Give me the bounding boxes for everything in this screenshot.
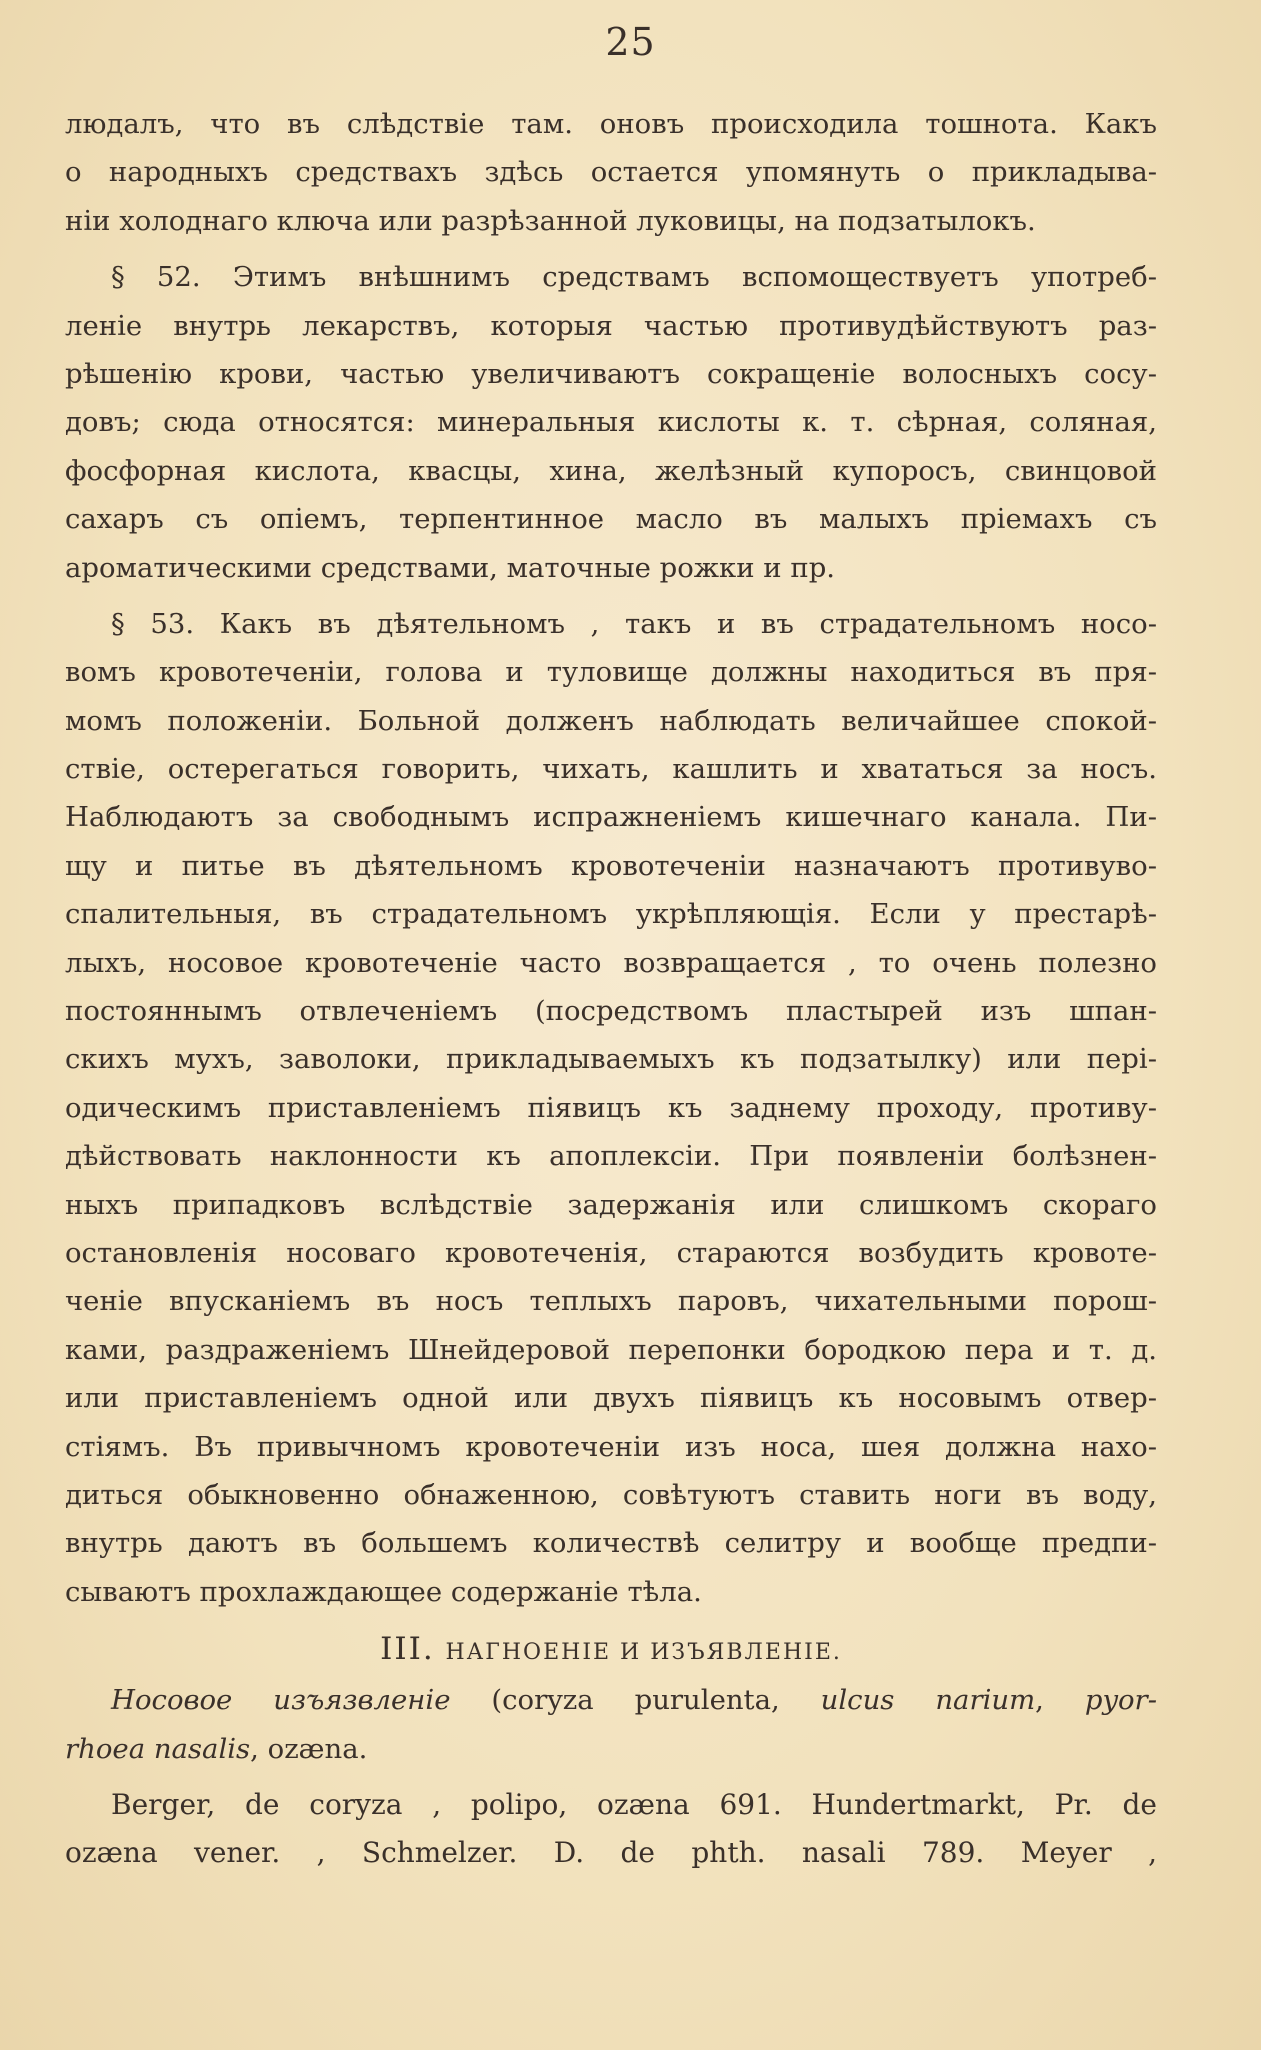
text-line: постояннымъ отвлеченіемъ (посредствомъ пластырей изъ шпан- xyxy=(65,995,1157,1028)
text-line: лыхъ, носовое кровотеченіе часто возвращается , то очень полезно xyxy=(65,946,1157,979)
text-line: стіямъ. Въ привычномъ кровотеченіи изъ носа, шея должна нахо- xyxy=(65,1430,1157,1463)
text-line: § 53. Какъ въ дѣятельномъ , такъ и въ страдательномъ носо- xyxy=(111,607,1157,640)
section-numeral: III. xyxy=(380,1631,435,1668)
definition-italic-c: pyor- xyxy=(1084,1684,1157,1717)
text-line: одическимъ приставленіемъ піявицъ къ заднему проходу, противу- xyxy=(65,1091,1157,1124)
text-line: или приставленіемъ одной или двухъ піявицъ къ носовымъ отвер- xyxy=(65,1382,1157,1415)
text-line: фосфорная кислота, квасцы, хина, желѣзный купоросъ, свинцовой xyxy=(65,454,1157,487)
text-line: щу и питье въ дѣятельномъ кровотеченіи назначаютъ противуво- xyxy=(65,849,1157,882)
paragraph-lines xyxy=(65,100,1157,1616)
text-line: ароматическими средствами, маточные рожки и пр. xyxy=(65,551,836,584)
text-line: момъ положеніи. Больной долженъ наблюдать величайшее спокой- xyxy=(65,704,1157,737)
text-line: спалительныя, въ страдательномъ укрѣпляющія. Если у престарѣ- xyxy=(65,898,1157,931)
definition-term: Носовое изъязвленіе xyxy=(111,1684,451,1717)
definition-italic-b: ulcus narium xyxy=(820,1684,1036,1717)
definition-latin-b: , xyxy=(1035,1684,1085,1717)
section-heading xyxy=(65,1622,1157,1676)
text-line: людалъ, что въ слѣдствіе там. оновъ происходила тошнота. Какъ xyxy=(65,108,1157,140)
definition-latin-a: (coryza purulenta, xyxy=(450,1684,821,1717)
paragraph-gap xyxy=(65,245,1157,253)
text-line: довъ; сюда относятся: минеральныя кислоты к. т. сѣрная, соляная, xyxy=(65,406,1157,439)
text-line: остановленія носоваго кровотеченія, стараются возбудить кровоте- xyxy=(65,1236,1157,1269)
text-line: дѣйствовать наклонности къ апоплексіи. При появленіи болѣзнен- xyxy=(65,1140,1157,1173)
text-line: Наблюдаютъ за свободнымъ испражненіемъ кишечнаго канала. Пи- xyxy=(65,801,1157,834)
text-line: сываютъ прохлаждающее содержаніе тѣла. xyxy=(65,1575,702,1608)
text-line: ныхъ припадковъ вслѣдствіе задержанія или слишкомъ скораго xyxy=(65,1188,1157,1221)
text-line: о народныхъ средствахъ здѣсь остается упомянуть о прикладыва- xyxy=(65,156,1157,189)
text-line: ніи холоднаго ключа или разрѣзанной луковицы, на подзатылокъ. xyxy=(65,204,1036,237)
definition-line-1 xyxy=(65,1676,1157,1724)
bibliography-line-2: ozæna vener. , Schmelzer. D. de phth. nasali 789. Meyer , xyxy=(65,1836,1157,1870)
text-line: ченіе впусканіемъ въ носъ теплыхъ паровъ, чихательными порош- xyxy=(65,1285,1157,1318)
text-line: ками, раздраженіемъ Шнейдеровой перепонки бородкою пера и т. д. xyxy=(65,1333,1157,1366)
body-text xyxy=(65,100,1157,1878)
text-line: § 52. Этимъ внѣшнимъ средствамъ вспомоществуетъ употреб- xyxy=(111,261,1157,294)
text-line: леніе внутрь лекарствъ, которыя частью противудѣйствуютъ раз- xyxy=(65,309,1157,342)
definition-line-2 xyxy=(65,1725,1157,1773)
bibliography-line-1: Berger, de coryza , polipo, ozæna 691. Hundertmarkt, Pr. de xyxy=(111,1787,1157,1821)
section-title: НАГНОЕНІЕ И ИЗЪЯВЛЕНІЕ. xyxy=(445,1640,842,1666)
text-line: рѣшенію крови, частью увеличиваютъ сокращеніе волосныхъ сосу- xyxy=(65,357,1157,390)
text-line: сахаръ съ опіемъ, терпентинное масло въ малыхъ пріемахъ съ xyxy=(65,503,1157,536)
paragraph-gap xyxy=(65,592,1157,600)
text-line: внутрь даютъ въ большемъ количествѣ селитру и вообще предпи- xyxy=(65,1527,1157,1560)
text-line: ствіе, остерегаться говорить, чихать, кашлить и хвататься за носъ. xyxy=(65,753,1157,786)
definition-italic-d: rhoea nasalis xyxy=(65,1732,251,1765)
text-line: вомъ кровотеченіи, голова и туловище должны находиться въ пря- xyxy=(65,656,1157,689)
spacer xyxy=(65,1773,1157,1781)
definition-latin-c: , ozæna. xyxy=(250,1732,368,1765)
text-line: скихъ мухъ, заволоки, прикладываемыхъ къ подзатылку) или пері- xyxy=(65,1043,1157,1076)
text-line: диться обыкновенно обнаженною, совѣтуютъ ставить ноги въ воду, xyxy=(65,1478,1157,1511)
page-number: 25 xyxy=(605,20,656,64)
